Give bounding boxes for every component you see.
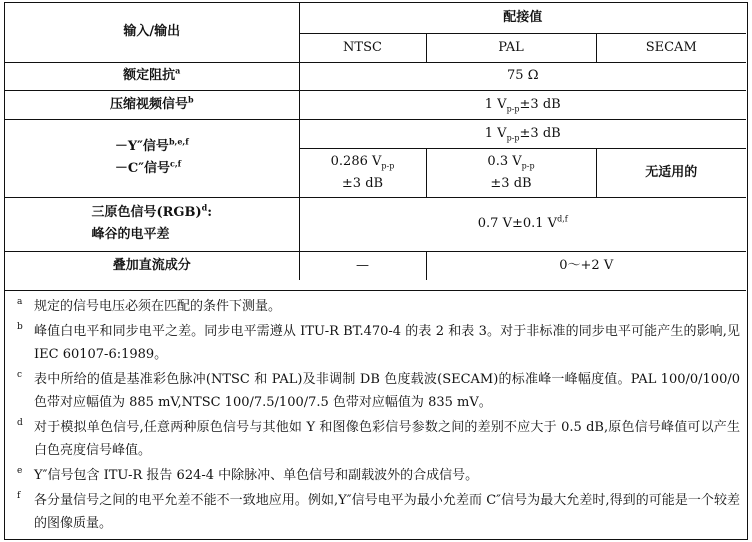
col-ntsc: NTSC [299,33,426,62]
rgb-mark: d [201,202,208,213]
impedance-label-cell [5,62,299,90]
footnote-f-text: 各分量信号之间的电平允差不能不一致地应用。例如,Y″信号电平为最小允差而 C″信号为最大允差时,得到的可能是一个较差的图像质量。 [34,493,740,531]
rgb-colon: : [207,205,213,220]
footnote-e-text: Y″信号包含 ITU-R 报告 624-4 中除脉冲、单色信号和副载波外的合成信号。 [34,468,479,483]
composite-mark: b [187,94,194,105]
footnote-e-mark: e [17,466,23,476]
y-value: 1 V [484,125,507,141]
c-ntsc-cell [299,148,426,197]
composite-value: 1 V [484,96,507,112]
impedance-value: 75 Ω [507,68,539,83]
rgb-label-cell [5,197,299,251]
y-value-tail: ±3 dB [519,125,561,141]
composite-value-cell [299,90,746,119]
impedance-label: 额定阻抗 [123,68,176,83]
io-header-label: 输入/输出 [123,24,181,40]
c-ntsc-tolerance: ±3 dB [341,175,384,191]
footnote-f-mark: f [17,491,21,501]
rgb-value: 0.7 V±0.1 V [477,216,558,231]
footnote-d-mark: d [17,418,23,428]
composite-value-sub: p-p [506,104,520,114]
y-value-cell [299,119,746,148]
dc-label: 叠加直流成分 [112,257,191,273]
spec-table-sheet [4,2,748,540]
impedance-value-cell [299,62,746,90]
c-secam-value: 无适用的 [645,164,698,180]
c-signal-mark: c,f [170,158,182,169]
col-pal: PAL [426,33,596,62]
rgb-value-mark: d,f [557,214,568,224]
footnotes [5,290,746,535]
footnote-a-mark: a [17,297,23,307]
c-pal-tolerance: ±3 dB [490,175,532,191]
footnote-e [5,464,746,487]
footnote-b-mark: b [17,322,23,332]
y-signal-label: －Y″信号 [114,139,169,154]
y-value-sub: p-p [506,133,520,143]
col-secam: SECAM [596,33,746,62]
dc-palsecam-value: 0～+2 V [559,257,614,273]
c-ntsc-sub: p-p [381,161,395,171]
footnote-d-text: 对于模拟单色信号,任意两种原色信号与其他如 Y 和图像色彩信号参数之间的差别不应大于 0.5 dB,原色信号峰值可以产生白色亮度信号峰值。 [34,420,740,458]
footnote-c [5,368,746,414]
impedance-mark: a [175,65,181,76]
c-ntsc-value: 0.286 V [330,153,382,169]
interface-values-table [5,3,746,280]
footnote-c-mark: c [17,370,23,380]
footnote-b [5,320,746,366]
footnote-a-text: 规定的信号电压必须在匹配的条件下测量。 [34,299,282,314]
rgb-value-cell [299,197,746,251]
composite-value-tail: ±3 dB [519,96,561,112]
y-signal-mark: b,e,f [168,136,189,147]
config-header-label: 配接值 [503,9,543,25]
c-secam-cell [596,148,746,197]
ychroma-label-cell [5,119,299,197]
footnote-a [5,295,746,318]
footnote-b-text: 峰值白电平和同步电平之差。同步电平需遵从 ITU-R BT.470-4 的表 2 和表 3。对于非标准的同步电平可能产生的影响,见 IEC 60107-6:1989。 [34,324,740,362]
c-pal-sub: p-p [521,161,535,171]
dc-palsecam-cell [426,251,746,280]
c-signal-label: －C″信号 [114,161,170,176]
footnote-c-text: 表中所给的值是基准彩色脉冲(NTSC 和 PAL)及非调制 DB 色度载波(SECAM)的标准峰一峰幅度值。PAL 100/0/100/0 色带对应幅值为 885 mV,NTSC 100/7.5/100/7.5 色带对应幅值为 835 mV。 [34,372,740,410]
composite-label: 压缩视频信号 [109,96,188,112]
rgb-sublabel: 峰谷的电平差 [91,227,170,242]
config-header [299,3,746,33]
composite-label-cell [5,90,299,119]
io-header [5,3,299,62]
rgb-label: 三原色信号(RGB) [91,205,202,220]
dc-label-cell [5,251,299,280]
footnote-d [5,416,746,462]
c-pal-value: 0.3 V [487,153,522,169]
dc-ntsc-cell [299,251,426,280]
footnote-f [5,489,746,535]
c-pal-cell [426,148,596,197]
dc-ntsc-value: — [356,257,369,273]
